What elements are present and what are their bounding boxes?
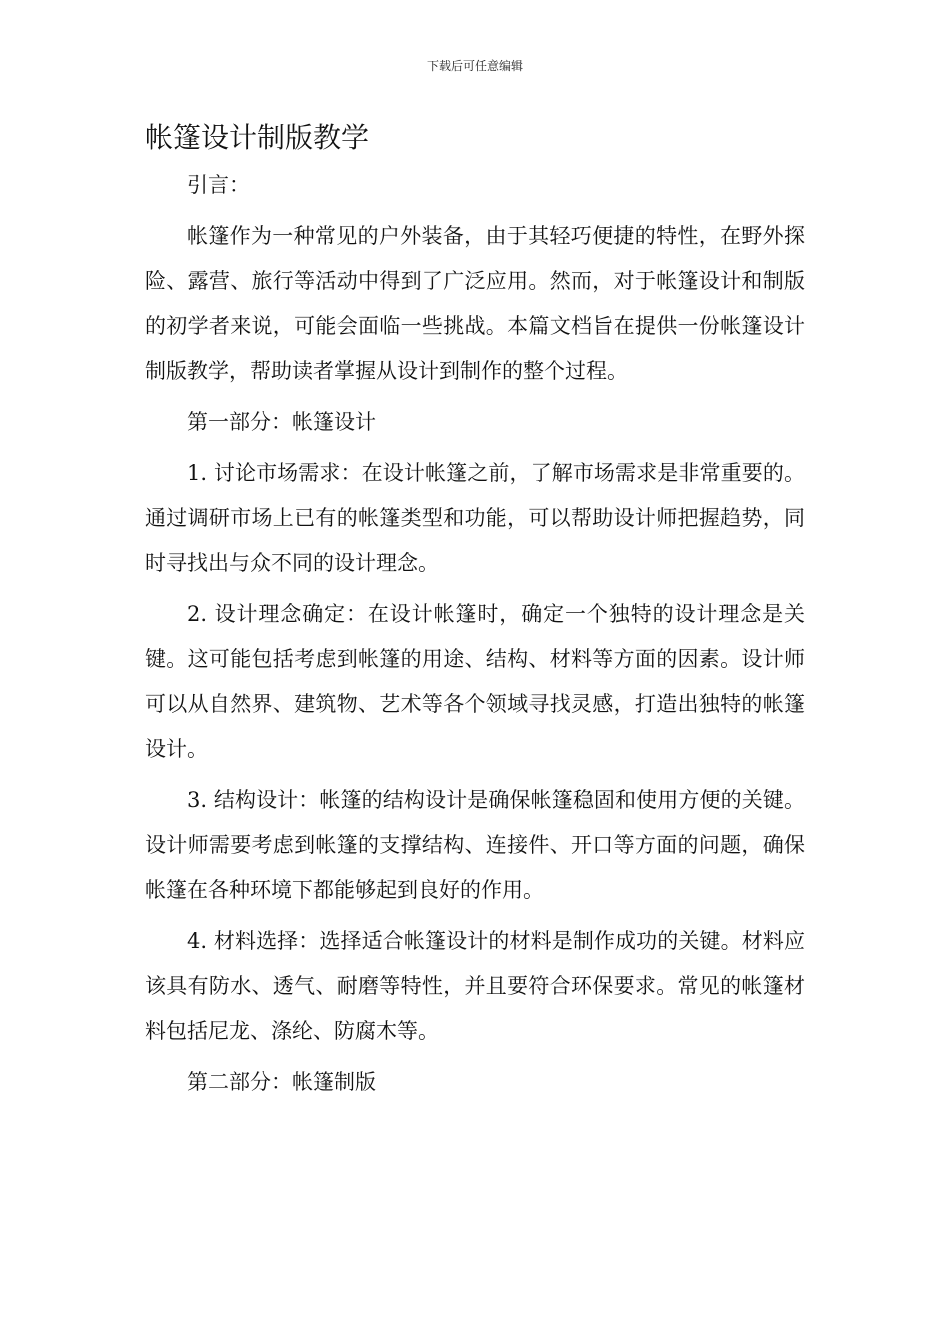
section-heading-design: 第一部分：帐篷设计	[187, 410, 376, 434]
intro-paragraph: 帐篷作为一种常见的户外装备，由于其轻巧便捷的特性，在野外探险、露营、旅行等活动中得到了广泛应用。然而，对于帐篷设计和制版的初学者来说，可能会面临一些挑战。本篇文档旨在提供一份帐篷设计制版教学，帮助读者掌握从设计到制作的整个过程。	[145, 224, 805, 383]
section-heading-pattern: 第二部分：帐篷制版	[187, 1070, 376, 1094]
document-title: 帐篷设计制版教学	[145, 121, 370, 154]
paragraph-material-selection: 4. 材料选择：选择适合帐篷设计的材料是制作成功的关键。材料应该具有防水、透气、耐磨等特性，并且要符合环保要求。常见的帐篷材料包括尼龙、涤纶、防腐木等。	[145, 929, 805, 1043]
document-body	[145, 163, 805, 1111]
header-note: 下载后可任意编辑	[426, 59, 523, 73]
paragraph-structure-design: 3. 结构设计：帐篷的结构设计是确保帐篷稳固和使用方便的关键。设计师需要考虑到帐篷的支撑结构、连接件、开口等方面的问题，确保帐篷在各种环境下都能够起到良好的作用。	[145, 788, 805, 902]
paragraph-design-concept: 2. 设计理念确定：在设计帐篷时，确定一个独特的设计理念是关键。这可能包括考虑到帐篷的用途、结构、材料等方面的因素。设计师可以从自然界、建筑物、艺术等各个领域寻找灵感，打造出独特的帐篷设计。	[145, 602, 805, 761]
paragraph-market-demand: 1. 讨论市场需求：在设计帐篷之前，了解市场需求是非常重要的。通过调研市场上已有的帐篷类型和功能，可以帮助设计师把握趋势，同时寻找出与众不同的设计理念。	[145, 461, 805, 575]
intro-heading: 引言：	[187, 173, 250, 197]
